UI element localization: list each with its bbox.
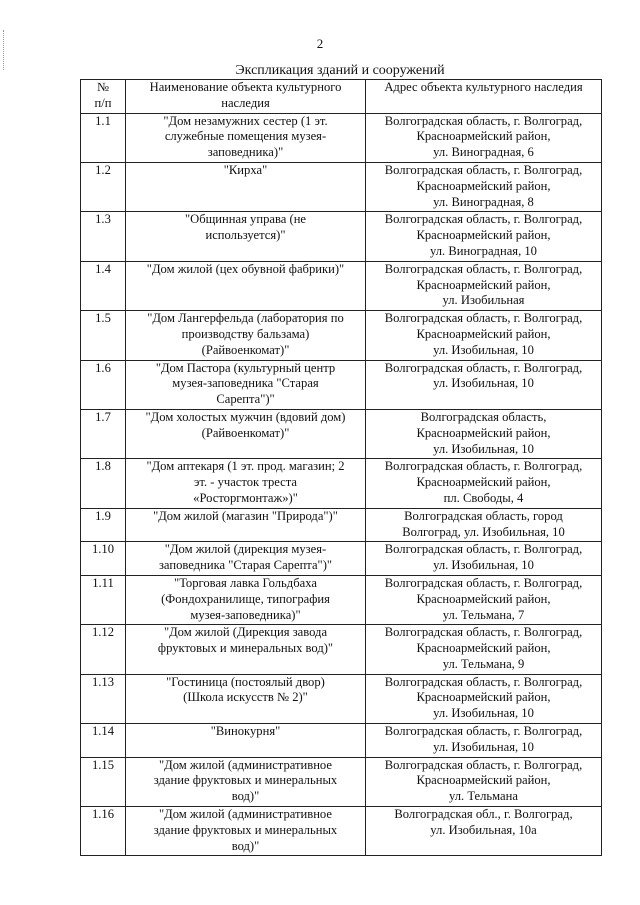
row-number-cell: 1.2	[81, 162, 126, 211]
object-name-line: (Райвоенкомат)"	[201, 342, 290, 357]
object-address-line: Волгоградская область, г. Волгоград,	[384, 113, 583, 128]
object-address-line: Красноармейский район,	[416, 228, 551, 243]
row-number-cell: 1.16	[81, 807, 126, 856]
object-address-line: Волгоградская область, г. Волгоград,	[384, 459, 583, 474]
header-address-line: Адрес объекта культурного наследия	[384, 80, 583, 94]
object-address-line: Красноармейский район,	[416, 178, 551, 193]
object-name-cell	[126, 212, 366, 261]
header-address	[366, 80, 602, 114]
object-address-line: Красноармейский район,	[416, 475, 551, 490]
object-address-line: Волгоградская область, г. Волгоград,	[384, 311, 583, 326]
object-name-line: "Винокурня"	[210, 724, 281, 739]
object-address-line: ул. Изобильная, 10	[433, 441, 534, 456]
object-name-cell	[126, 542, 366, 576]
object-name-line: "Дом аптекаря (1 эт. прод. магазин; 2	[146, 459, 345, 474]
table-row	[81, 162, 602, 211]
object-name-cell	[126, 459, 366, 508]
object-address-cell	[366, 807, 602, 856]
object-address-cell	[366, 459, 602, 508]
object-name-line: здание фруктовых и минеральных	[153, 773, 338, 788]
object-name-line: "Торговая лавка Гольдбаха	[174, 575, 317, 590]
page-number: 2	[316, 36, 324, 51]
table-row	[81, 807, 602, 856]
object-address-cell	[366, 162, 602, 211]
object-address-line: Волгоградская обл., г. Волгоград,	[394, 807, 573, 822]
object-name-cell	[126, 311, 366, 360]
table-row	[81, 757, 602, 806]
object-address-cell	[366, 625, 602, 674]
object-name-line: "Дом Лангерфельда (лаборатория по	[147, 311, 344, 326]
object-name-line: вод)"	[231, 838, 260, 853]
object-address-line: Красноармейский район,	[416, 690, 551, 705]
table-row	[81, 674, 602, 723]
table-row	[81, 212, 602, 261]
object-name-line: "Дом жилой (магазин "Природа")"	[153, 508, 338, 523]
object-address-line: ул. Изобильная, 10а	[430, 822, 537, 837]
object-address-cell	[366, 261, 602, 310]
header-name	[126, 80, 366, 114]
object-name-line: музея-заповедника)"	[190, 607, 301, 622]
object-address-line: ул. Виноградная, 8	[433, 194, 534, 209]
object-name-line: "Дом жилой (Дирекция завода	[163, 625, 328, 640]
object-name-line: здание фруктовых и минеральных	[153, 822, 338, 837]
object-name-line: «Росторгмонтаж»)"	[193, 490, 298, 505]
object-address-line: Волгоградская область, г. Волгоград,	[384, 162, 583, 177]
row-number-cell: 1.12	[81, 625, 126, 674]
table-row	[81, 724, 602, 758]
object-name-cell	[126, 575, 366, 624]
object-name-cell	[126, 409, 366, 458]
object-address-cell	[366, 724, 602, 758]
table-row	[81, 311, 602, 360]
table-body	[81, 113, 602, 856]
object-name-line: музея-заповедника "Старая	[172, 376, 319, 391]
header-num	[81, 80, 126, 114]
object-address-line: ул. Изобильная, 10	[433, 376, 534, 391]
row-number-cell: 1.5	[81, 311, 126, 360]
object-address-line: Волгоградская область, г. Волгоград,	[384, 757, 583, 772]
object-address-line: Волгоградская область,	[420, 409, 547, 424]
row-number-cell: 1.15	[81, 757, 126, 806]
row-number-cell: 1.3	[81, 212, 126, 261]
object-name-line: "Общинная управа (не	[184, 212, 307, 227]
object-name-cell	[126, 261, 366, 310]
object-address-line: Красноармейский район,	[416, 129, 551, 144]
object-address-line: ул. Виноградная, 6	[433, 145, 534, 160]
object-address-line: Волгоградская область, г. Волгоград,	[384, 724, 583, 739]
table-row	[81, 625, 602, 674]
object-address-line: Волгоградская область, г. Волгоград,	[384, 625, 583, 640]
object-name-line: производству бальзама)	[181, 326, 310, 341]
object-name-cell	[126, 807, 366, 856]
object-address-line: ул. Тельмана	[449, 789, 518, 804]
object-address-line: ул. Изобильная	[442, 293, 525, 308]
row-number-cell: 1.11	[81, 575, 126, 624]
object-name-line: "Дом жилой (административное	[159, 757, 332, 772]
object-address-line: Красноармейский район,	[416, 326, 551, 341]
object-address-line: ул. Тельмана, 9	[442, 656, 525, 671]
row-number-cell: 1.8	[81, 459, 126, 508]
object-name-cell	[126, 674, 366, 723]
table-row	[81, 360, 602, 409]
object-address-line: Волгоградская область, г. Волгоград,	[384, 674, 583, 689]
table-row	[81, 113, 602, 162]
object-name-line: "Дом незамужних сестер (1 эт.	[163, 113, 328, 128]
object-name-line: эт. - участок треста	[193, 475, 297, 490]
object-name-cell	[126, 162, 366, 211]
object-name-cell	[126, 757, 366, 806]
object-name-line: "Дом холостых мужчин (вдовий дом)	[145, 409, 346, 424]
object-name-cell	[126, 113, 366, 162]
table-row	[81, 575, 602, 624]
table-row	[81, 459, 602, 508]
object-address-line: Красноармейский район,	[416, 773, 551, 788]
object-name-line: "Гостиница (постоялый двор)	[166, 674, 325, 689]
header-num-line: п/п	[94, 95, 112, 110]
object-address-line: Волгоградская область, г. Волгоград,	[384, 261, 583, 276]
object-address-line: ул. Тельмана, 7	[442, 607, 525, 622]
object-name-line: фруктовых и минеральных вод)"	[157, 641, 334, 656]
object-name-line: заповедника)"	[207, 145, 284, 160]
object-address-cell	[366, 212, 602, 261]
document-title: Экспликация зданий и сооружений	[235, 63, 445, 78]
row-number-cell: 1.14	[81, 724, 126, 758]
object-name-line: "Дом Пастора (культурный центр	[155, 360, 336, 375]
table-row	[81, 409, 602, 458]
header-name-line: Наименование объекта культурного	[149, 80, 342, 94]
object-address-cell	[366, 311, 602, 360]
object-name-line: (Фондохранилище, типография	[161, 591, 330, 606]
object-address-line: ул. Изобильная, 10	[433, 342, 534, 357]
object-address-cell	[366, 542, 602, 576]
table-row	[81, 508, 602, 542]
object-address-cell	[366, 409, 602, 458]
object-address-line: ул. Изобильная, 10	[433, 706, 534, 721]
object-name-cell	[126, 724, 366, 758]
object-address-cell	[366, 757, 602, 806]
object-address-line: пл. Свободы, 4	[443, 490, 524, 505]
row-number-cell: 1.4	[81, 261, 126, 310]
object-name-line: "Кирха"	[223, 162, 268, 177]
object-name-line: Сарепта")"	[216, 392, 275, 407]
object-address-line: Волгоград, ул. Изобильная, 10	[402, 524, 565, 539]
row-number-cell: 1.10	[81, 542, 126, 576]
object-name-line: "Дом жилой (административное	[159, 807, 332, 822]
header-num-line: №	[96, 80, 110, 94]
object-address-line: Красноармейский район,	[416, 591, 551, 606]
object-address-line: Красноармейский район,	[416, 277, 551, 292]
object-address-line: Волгоградская область, г. Волгоград,	[384, 212, 583, 227]
object-name-line: заповедника "Старая Сарепта")"	[158, 558, 333, 573]
row-number-cell: 1.6	[81, 360, 126, 409]
table-header-row	[81, 80, 602, 114]
object-name-cell	[126, 360, 366, 409]
table-row	[81, 542, 602, 576]
table-row	[81, 261, 602, 310]
object-name-cell	[126, 625, 366, 674]
object-address-line: Волгоградская область, г. Волгоград,	[384, 575, 583, 590]
row-number-cell: 1.9	[81, 508, 126, 542]
row-number-cell: 1.13	[81, 674, 126, 723]
object-name-cell	[126, 508, 366, 542]
object-name-line: служебные помещения музея-	[164, 129, 327, 144]
object-address-cell	[366, 674, 602, 723]
object-address-line: ул. Виноградная, 10	[430, 243, 537, 258]
object-name-line: "Дом жилой (дирекция музея-	[164, 542, 327, 557]
object-address-line: Волгоградская область, г. Волгоград,	[384, 542, 583, 557]
object-name-line: (Райвоенкомат)"	[201, 425, 290, 440]
explication-table	[80, 79, 602, 856]
object-address-cell	[366, 113, 602, 162]
header-name-line: наследия	[221, 95, 270, 110]
object-address-cell	[366, 575, 602, 624]
object-address-line: Волгоградская область, город	[404, 508, 563, 523]
object-address-line: Красноармейский район,	[416, 641, 551, 656]
row-number-cell: 1.1	[81, 113, 126, 162]
object-name-line: вод)"	[231, 789, 260, 804]
object-address-cell	[366, 360, 602, 409]
object-address-line: Волгоградская область, г. Волгоград,	[384, 360, 583, 375]
row-number-cell: 1.7	[81, 409, 126, 458]
object-address-line: ул. Изобильная, 10	[433, 739, 534, 754]
object-address-cell	[366, 508, 602, 542]
object-name-line: используется)"	[205, 228, 286, 243]
object-address-line: Красноармейский район,	[416, 425, 551, 440]
object-name-line: "Дом жилой (цех обувной фабрики)"	[146, 261, 345, 276]
object-address-line: ул. Изобильная, 10	[433, 558, 534, 573]
object-name-line: (Школа искусств № 2)"	[183, 690, 308, 705]
